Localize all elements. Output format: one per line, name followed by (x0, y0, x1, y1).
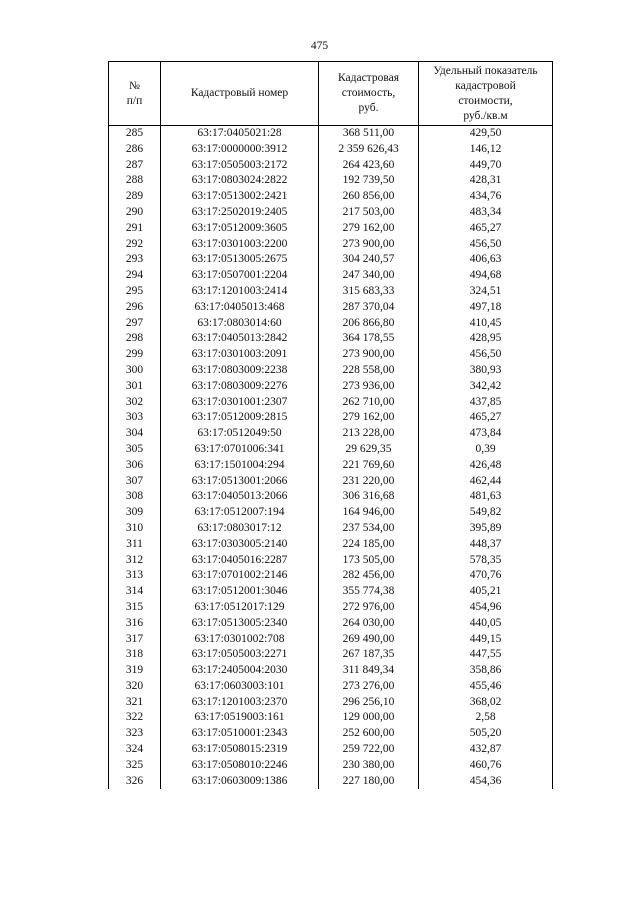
cadastral-number-cell: 63:17:0512007:194 (161, 505, 319, 521)
table-row (109, 474, 553, 490)
table-row (109, 553, 553, 569)
cadastral-value-cell: 237 534,00 (319, 521, 419, 537)
table-row (109, 742, 553, 758)
cadastral-number-cell: 63:17:0405013:2066 (161, 489, 319, 505)
row-number-cell: 294 (109, 268, 161, 284)
cadastral-value-cell: 227 180,00 (319, 774, 419, 790)
page-number: 475 (310, 40, 329, 52)
table-row (109, 221, 553, 237)
specific-indicator-cell: 428,95 (419, 331, 553, 347)
row-number-cell: 306 (109, 458, 161, 474)
specific-indicator-cell: 578,35 (419, 553, 553, 569)
cadastral-number-cell: 63:17:0505003:2271 (161, 647, 319, 663)
specific-indicator-cell: 437,85 (419, 395, 553, 411)
header-cadastral-value: Кадастровая стоимость, руб. (319, 62, 419, 126)
specific-indicator-cell: 324,51 (419, 284, 553, 300)
cadastral-value-cell: 273 900,00 (319, 237, 419, 253)
cadastral-value-cell: 213 228,00 (319, 426, 419, 442)
cadastral-value-cell: 269 490,00 (319, 632, 419, 648)
row-number-cell: 311 (109, 537, 161, 553)
cadastral-value-cell: 259 722,00 (319, 742, 419, 758)
table-row (109, 268, 553, 284)
table-row (109, 632, 553, 648)
cadastral-value-cell: 315 683,33 (319, 284, 419, 300)
row-number-cell: 304 (109, 426, 161, 442)
table-row (109, 774, 553, 790)
table-row (109, 726, 553, 742)
cadastral-value-cell: 221 769,60 (319, 458, 419, 474)
cadastral-number-cell: 63:17:0803017:12 (161, 521, 319, 537)
cadastral-value-cell: 192 739,50 (319, 173, 419, 189)
row-number-cell: 289 (109, 189, 161, 205)
row-number-cell: 314 (109, 584, 161, 600)
table-row (109, 426, 553, 442)
cadastral-number-cell: 63:17:0405021:28 (161, 126, 319, 142)
cadastral-number-cell: 63:17:0803024:2822 (161, 173, 319, 189)
cadastral-value-cell: 364 178,55 (319, 331, 419, 347)
cadastral-number-cell: 63:17:0507001:2204 (161, 268, 319, 284)
cadastral-number-cell: 63:17:0508010:2246 (161, 758, 319, 774)
cadastral-value-cell: 282 456,00 (319, 568, 419, 584)
row-number-cell: 298 (109, 331, 161, 347)
row-number-cell: 287 (109, 158, 161, 174)
table-row (109, 616, 553, 632)
specific-indicator-cell: 454,36 (419, 774, 553, 790)
specific-indicator-cell: 465,27 (419, 221, 553, 237)
specific-indicator-cell: 460,76 (419, 758, 553, 774)
cadastral-number-cell: 63:17:0512049:50 (161, 426, 319, 442)
row-number-cell: 322 (109, 710, 161, 726)
row-number-cell: 301 (109, 379, 161, 395)
specific-indicator-cell: 380,93 (419, 363, 553, 379)
cadastral-number-cell: 63:17:1201003:2370 (161, 695, 319, 711)
table-row (109, 363, 553, 379)
table-row (109, 252, 553, 268)
cadastral-value-cell: 262 710,00 (319, 395, 419, 411)
cadastral-value-cell: 29 629,35 (319, 442, 419, 458)
specific-indicator-cell: 395,89 (419, 521, 553, 537)
table-row (109, 584, 553, 600)
table-row (109, 126, 553, 142)
cadastral-number-cell: 63:17:0000000:3912 (161, 142, 319, 158)
specific-indicator-cell: 2,58 (419, 710, 553, 726)
row-number-cell: 320 (109, 679, 161, 695)
specific-indicator-cell: 473,84 (419, 426, 553, 442)
row-number-cell: 293 (109, 252, 161, 268)
table-row (109, 410, 553, 426)
header-cadastral-number: Кадастровый номер (161, 62, 319, 126)
row-number-cell: 300 (109, 363, 161, 379)
cadastral-value-cell: 273 276,00 (319, 679, 419, 695)
specific-indicator-cell: 462,44 (419, 474, 553, 490)
row-number-cell: 303 (109, 410, 161, 426)
row-number-cell: 326 (109, 774, 161, 790)
cadastral-value-cell: 306 316,68 (319, 489, 419, 505)
specific-indicator-cell: 410,45 (419, 316, 553, 332)
table-row (109, 284, 553, 300)
cadastral-value-cell: 311 849,34 (319, 663, 419, 679)
cadastral-value-table (108, 61, 553, 789)
cadastral-value-cell: 267 187,35 (319, 647, 419, 663)
row-number-cell: 325 (109, 758, 161, 774)
cadastral-value-cell: 264 030,00 (319, 616, 419, 632)
row-number-cell: 296 (109, 300, 161, 316)
table-row (109, 142, 553, 158)
cadastral-value-cell: 273 936,00 (319, 379, 419, 395)
cadastral-number-cell: 63:17:0603009:1386 (161, 774, 319, 790)
cadastral-value-cell: 230 380,00 (319, 758, 419, 774)
specific-indicator-cell: 406,63 (419, 252, 553, 268)
cadastral-number-cell: 63:17:0803009:2238 (161, 363, 319, 379)
specific-indicator-cell: 0,39 (419, 442, 553, 458)
cadastral-number-cell: 63:17:0803014:60 (161, 316, 319, 332)
row-number-cell: 291 (109, 221, 161, 237)
table-header (109, 62, 553, 126)
row-number-cell: 285 (109, 126, 161, 142)
cadastral-value-cell: 279 162,00 (319, 410, 419, 426)
cadastral-value-cell: 260 856,00 (319, 189, 419, 205)
table-row (109, 600, 553, 616)
cadastral-number-cell: 63:17:0512017:129 (161, 600, 319, 616)
header-row (109, 62, 553, 126)
specific-indicator-cell: 448,37 (419, 537, 553, 553)
cadastral-number-cell: 63:17:0301001:2307 (161, 395, 319, 411)
row-number-cell: 288 (109, 173, 161, 189)
cadastral-number-cell: 63:17:0701006:341 (161, 442, 319, 458)
cadastral-number-cell: 63:17:0303005:2140 (161, 537, 319, 553)
cadastral-value-cell: 355 774,38 (319, 584, 419, 600)
table-row (109, 568, 553, 584)
cadastral-number-cell: 63:17:2502019:2405 (161, 205, 319, 221)
cadastral-value-cell: 228 558,00 (319, 363, 419, 379)
specific-indicator-cell: 146,12 (419, 142, 553, 158)
specific-indicator-cell: 449,15 (419, 632, 553, 648)
specific-indicator-cell: 483,34 (419, 205, 553, 221)
header-row-number: № п/п (109, 62, 161, 126)
table-row (109, 205, 553, 221)
row-number-cell: 312 (109, 553, 161, 569)
table-row (109, 379, 553, 395)
table-row (109, 395, 553, 411)
row-number-cell: 305 (109, 442, 161, 458)
row-number-cell: 307 (109, 474, 161, 490)
specific-indicator-cell: 456,50 (419, 347, 553, 363)
cadastral-number-cell: 63:17:0512009:2815 (161, 410, 319, 426)
row-number-cell: 297 (109, 316, 161, 332)
table-row (109, 537, 553, 553)
cadastral-number-cell: 63:17:0519003:161 (161, 710, 319, 726)
row-number-cell: 321 (109, 695, 161, 711)
specific-indicator-cell: 497,18 (419, 300, 553, 316)
specific-indicator-cell: 368,02 (419, 695, 553, 711)
specific-indicator-cell: 432,87 (419, 742, 553, 758)
cadastral-number-cell: 63:17:1501004:294 (161, 458, 319, 474)
row-number-cell: 319 (109, 663, 161, 679)
specific-indicator-cell: 449,70 (419, 158, 553, 174)
row-number-cell: 286 (109, 142, 161, 158)
cadastral-value-cell: 206 866,80 (319, 316, 419, 332)
cadastral-value-cell: 231 220,00 (319, 474, 419, 490)
cadastral-number-cell: 63:17:0512009:3605 (161, 221, 319, 237)
row-number-cell: 299 (109, 347, 161, 363)
table-row (109, 710, 553, 726)
row-number-cell: 315 (109, 600, 161, 616)
specific-indicator-cell: 426,48 (419, 458, 553, 474)
table-row (109, 647, 553, 663)
specific-indicator-cell: 434,76 (419, 189, 553, 205)
table-row (109, 505, 553, 521)
cadastral-value-cell: 2 359 626,43 (319, 142, 419, 158)
specific-indicator-cell: 505,20 (419, 726, 553, 742)
table-row (109, 347, 553, 363)
specific-indicator-cell: 429,50 (419, 126, 553, 142)
cadastral-value-cell: 296 256,10 (319, 695, 419, 711)
specific-indicator-cell: 456,50 (419, 237, 553, 253)
table-row (109, 300, 553, 316)
cadastral-number-cell: 63:17:0603003:101 (161, 679, 319, 695)
cadastral-value-cell: 252 600,00 (319, 726, 419, 742)
table-row (109, 758, 553, 774)
specific-indicator-cell: 549,82 (419, 505, 553, 521)
row-number-cell: 318 (109, 647, 161, 663)
cadastral-number-cell: 63:17:1201003:2414 (161, 284, 319, 300)
row-number-cell: 313 (109, 568, 161, 584)
cadastral-number-cell: 63:17:0510001:2343 (161, 726, 319, 742)
cadastral-number-cell: 63:17:0513005:2675 (161, 252, 319, 268)
table-row (109, 458, 553, 474)
cadastral-value-cell: 247 340,00 (319, 268, 419, 284)
table-row (109, 442, 553, 458)
cadastral-number-cell: 63:17:0505003:2172 (161, 158, 319, 174)
table-row (109, 521, 553, 537)
cadastral-number-cell: 63:17:0513005:2340 (161, 616, 319, 632)
cadastral-value-cell: 164 946,00 (319, 505, 419, 521)
cadastral-value-cell: 129 000,00 (319, 710, 419, 726)
cadastral-number-cell: 63:17:2405004:2030 (161, 663, 319, 679)
cadastral-number-cell: 63:17:0405016:2287 (161, 553, 319, 569)
row-number-cell: 308 (109, 489, 161, 505)
table-row (109, 316, 553, 332)
row-number-cell: 302 (109, 395, 161, 411)
cadastral-value-cell: 279 162,00 (319, 221, 419, 237)
cadastral-number-cell: 63:17:0301003:2091 (161, 347, 319, 363)
specific-indicator-cell: 447,55 (419, 647, 553, 663)
cadastral-number-cell: 63:17:0513002:2421 (161, 189, 319, 205)
cadastral-number-cell: 63:17:0301003:2200 (161, 237, 319, 253)
cadastral-number-cell: 63:17:0803009:2276 (161, 379, 319, 395)
table-row (109, 237, 553, 253)
specific-indicator-cell: 494,68 (419, 268, 553, 284)
table-row (109, 331, 553, 347)
cadastral-value-cell: 273 900,00 (319, 347, 419, 363)
specific-indicator-cell: 440,05 (419, 616, 553, 632)
table-row (109, 189, 553, 205)
cadastral-number-cell: 63:17:0508015:2319 (161, 742, 319, 758)
table-row (109, 173, 553, 189)
cadastral-number-cell: 63:17:0513001:2066 (161, 474, 319, 490)
specific-indicator-cell: 481,63 (419, 489, 553, 505)
row-number-cell: 316 (109, 616, 161, 632)
specific-indicator-cell: 454,96 (419, 600, 553, 616)
specific-indicator-cell: 455,46 (419, 679, 553, 695)
cadastral-value-cell: 224 185,00 (319, 537, 419, 553)
row-number-cell: 324 (109, 742, 161, 758)
specific-indicator-cell: 465,27 (419, 410, 553, 426)
specific-indicator-cell: 358,86 (419, 663, 553, 679)
cadastral-number-cell: 63:17:0405013:468 (161, 300, 319, 316)
row-number-cell: 292 (109, 237, 161, 253)
cadastral-value-cell: 264 423,60 (319, 158, 419, 174)
table-row (109, 679, 553, 695)
cadastral-number-cell: 63:17:0301002:708 (161, 632, 319, 648)
cadastral-value-cell: 173 505,00 (319, 553, 419, 569)
cadastral-value-cell: 217 503,00 (319, 205, 419, 221)
specific-indicator-cell: 405,21 (419, 584, 553, 600)
row-number-cell: 290 (109, 205, 161, 221)
row-number-cell: 323 (109, 726, 161, 742)
cadastral-number-cell: 63:17:0512001:3046 (161, 584, 319, 600)
cadastral-value-cell: 304 240,57 (319, 252, 419, 268)
row-number-cell: 295 (109, 284, 161, 300)
specific-indicator-cell: 428,31 (419, 173, 553, 189)
table-row (109, 489, 553, 505)
cadastral-value-cell: 368 511,00 (319, 126, 419, 142)
header-specific-indicator: Удельный показатель кадастровой стоимости, руб./кв.м (419, 62, 553, 126)
cadastral-number-cell: 63:17:0405013:2842 (161, 331, 319, 347)
table-row (109, 158, 553, 174)
table-row (109, 663, 553, 679)
cadastral-number-cell: 63:17:0701002:2146 (161, 568, 319, 584)
cadastral-value-cell: 287 370,04 (319, 300, 419, 316)
table-body (109, 126, 553, 790)
row-number-cell: 310 (109, 521, 161, 537)
row-number-cell: 317 (109, 632, 161, 648)
specific-indicator-cell: 470,76 (419, 568, 553, 584)
cadastral-value-cell: 272 976,00 (319, 600, 419, 616)
table-row (109, 695, 553, 711)
specific-indicator-cell: 342,42 (419, 379, 553, 395)
row-number-cell: 309 (109, 505, 161, 521)
